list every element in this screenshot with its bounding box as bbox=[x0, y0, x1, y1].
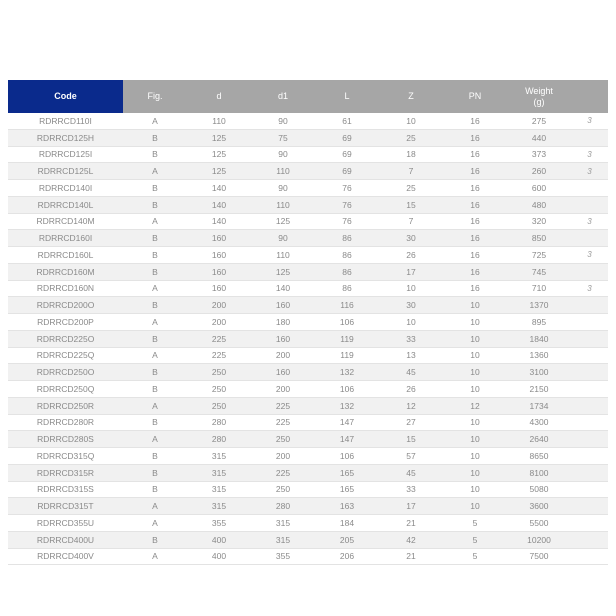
cell-d: 125 bbox=[187, 146, 251, 163]
cell-d: 160 bbox=[187, 230, 251, 247]
cell-fig: A bbox=[123, 113, 187, 129]
cell-code: RDRRCD280S bbox=[8, 431, 123, 448]
cell-code: RDRRCD125I bbox=[8, 146, 123, 163]
cell-note bbox=[571, 531, 608, 548]
cell-d1: 355 bbox=[251, 548, 315, 565]
cell-d1: 225 bbox=[251, 464, 315, 481]
cell-note: 3 bbox=[571, 146, 608, 163]
cell-note: 3 bbox=[571, 247, 608, 264]
cell-d1: 90 bbox=[251, 146, 315, 163]
cell-code: RDRRCD140I bbox=[8, 180, 123, 197]
cell-d1: 125 bbox=[251, 213, 315, 230]
cell-pn: 10 bbox=[443, 448, 507, 465]
table-header-row bbox=[8, 80, 608, 113]
cell-code: RDRRCD315S bbox=[8, 481, 123, 498]
cell-pn: 5 bbox=[443, 531, 507, 548]
cell-weight: 1360 bbox=[507, 347, 571, 364]
table-row bbox=[8, 364, 608, 381]
cell-note bbox=[571, 515, 608, 532]
table-row bbox=[8, 414, 608, 431]
cell-note: 3 bbox=[571, 163, 608, 180]
cell-code: RDRRCD125H bbox=[8, 129, 123, 146]
cell-z: 7 bbox=[379, 213, 443, 230]
cell-d1: 110 bbox=[251, 163, 315, 180]
table-row bbox=[8, 297, 608, 314]
table-row bbox=[8, 163, 608, 180]
cell-d: 250 bbox=[187, 364, 251, 381]
cell-pn: 16 bbox=[443, 263, 507, 280]
cell-pn: 10 bbox=[443, 314, 507, 331]
table-row bbox=[8, 498, 608, 515]
cell-d1: 140 bbox=[251, 280, 315, 297]
cell-z: 12 bbox=[379, 397, 443, 414]
cell-weight: 4300 bbox=[507, 414, 571, 431]
cell-d1: 180 bbox=[251, 314, 315, 331]
cell-pn: 16 bbox=[443, 247, 507, 264]
cell-fig: A bbox=[123, 163, 187, 180]
cell-z: 18 bbox=[379, 146, 443, 163]
cell-pn: 10 bbox=[443, 464, 507, 481]
cell-d: 140 bbox=[187, 213, 251, 230]
product-spec-table bbox=[8, 80, 608, 565]
cell-weight: 1734 bbox=[507, 397, 571, 414]
cell-weight: 2640 bbox=[507, 431, 571, 448]
table-row bbox=[8, 481, 608, 498]
cell-l: 106 bbox=[315, 448, 379, 465]
cell-code: RDRRCD225Q bbox=[8, 347, 123, 364]
table-row bbox=[8, 280, 608, 297]
cell-pn: 10 bbox=[443, 431, 507, 448]
cell-weight: 5080 bbox=[507, 481, 571, 498]
cell-fig: B bbox=[123, 230, 187, 247]
cell-d1: 90 bbox=[251, 230, 315, 247]
cell-note: 3 bbox=[571, 113, 608, 129]
cell-weight: 275 bbox=[507, 113, 571, 129]
cell-weight: 260 bbox=[507, 163, 571, 180]
cell-weight: 10200 bbox=[507, 531, 571, 548]
cell-l: 76 bbox=[315, 180, 379, 197]
cell-d: 400 bbox=[187, 548, 251, 565]
cell-l: 165 bbox=[315, 464, 379, 481]
cell-d1: 225 bbox=[251, 397, 315, 414]
cell-code: RDRRCD200P bbox=[8, 314, 123, 331]
cell-d: 250 bbox=[187, 397, 251, 414]
cell-pn: 10 bbox=[443, 381, 507, 398]
cell-l: 76 bbox=[315, 196, 379, 213]
cell-d: 315 bbox=[187, 464, 251, 481]
cell-l: 147 bbox=[315, 431, 379, 448]
cell-d1: 90 bbox=[251, 180, 315, 197]
cell-l: 61 bbox=[315, 113, 379, 129]
cell-fig: A bbox=[123, 347, 187, 364]
table-row bbox=[8, 180, 608, 197]
cell-fig: A bbox=[123, 431, 187, 448]
table-row bbox=[8, 129, 608, 146]
cell-l: 165 bbox=[315, 481, 379, 498]
cell-note bbox=[571, 498, 608, 515]
cell-l: 69 bbox=[315, 129, 379, 146]
cell-note: 3 bbox=[571, 280, 608, 297]
cell-l: 106 bbox=[315, 381, 379, 398]
cell-fig: A bbox=[123, 397, 187, 414]
cell-z: 33 bbox=[379, 481, 443, 498]
cell-z: 57 bbox=[379, 448, 443, 465]
cell-note bbox=[571, 180, 608, 197]
cell-z: 21 bbox=[379, 515, 443, 532]
cell-note bbox=[571, 196, 608, 213]
cell-d1: 315 bbox=[251, 515, 315, 532]
cell-l: 106 bbox=[315, 314, 379, 331]
column-header-d1: d1 bbox=[251, 80, 315, 113]
cell-d: 160 bbox=[187, 280, 251, 297]
cell-note bbox=[571, 448, 608, 465]
cell-fig: B bbox=[123, 481, 187, 498]
cell-note bbox=[571, 397, 608, 414]
cell-z: 7 bbox=[379, 163, 443, 180]
cell-weight: 3100 bbox=[507, 364, 571, 381]
cell-l: 119 bbox=[315, 330, 379, 347]
cell-d: 160 bbox=[187, 263, 251, 280]
cell-l: 69 bbox=[315, 146, 379, 163]
cell-z: 45 bbox=[379, 364, 443, 381]
column-header-fig: Fig. bbox=[123, 80, 187, 113]
cell-fig: B bbox=[123, 297, 187, 314]
cell-code: RDRRCD140L bbox=[8, 196, 123, 213]
cell-z: 45 bbox=[379, 464, 443, 481]
cell-code: RDRRCD315T bbox=[8, 498, 123, 515]
table-row bbox=[8, 347, 608, 364]
cell-fig: B bbox=[123, 464, 187, 481]
cell-d1: 160 bbox=[251, 364, 315, 381]
cell-code: RDRRCD250R bbox=[8, 397, 123, 414]
cell-fig: B bbox=[123, 330, 187, 347]
cell-z: 42 bbox=[379, 531, 443, 548]
column-header-note bbox=[571, 80, 608, 113]
table-row bbox=[8, 531, 608, 548]
cell-code: RDRRCD315Q bbox=[8, 448, 123, 465]
cell-fig: B bbox=[123, 129, 187, 146]
cell-d: 160 bbox=[187, 247, 251, 264]
cell-note bbox=[571, 314, 608, 331]
cell-d1: 75 bbox=[251, 129, 315, 146]
cell-note bbox=[571, 381, 608, 398]
cell-weight: 3600 bbox=[507, 498, 571, 515]
cell-z: 15 bbox=[379, 196, 443, 213]
cell-note bbox=[571, 330, 608, 347]
table-body bbox=[8, 113, 608, 565]
cell-d1: 315 bbox=[251, 531, 315, 548]
cell-code: RDRRCD160L bbox=[8, 247, 123, 264]
cell-d: 110 bbox=[187, 113, 251, 129]
cell-pn: 10 bbox=[443, 347, 507, 364]
cell-note bbox=[571, 230, 608, 247]
cell-d1: 200 bbox=[251, 448, 315, 465]
cell-weight: 7500 bbox=[507, 548, 571, 565]
cell-pn: 16 bbox=[443, 113, 507, 129]
cell-z: 13 bbox=[379, 347, 443, 364]
cell-fig: B bbox=[123, 180, 187, 197]
cell-l: 184 bbox=[315, 515, 379, 532]
cell-fig: B bbox=[123, 247, 187, 264]
cell-fig: B bbox=[123, 414, 187, 431]
table-row bbox=[8, 448, 608, 465]
table-row bbox=[8, 314, 608, 331]
table-row bbox=[8, 330, 608, 347]
cell-d: 140 bbox=[187, 196, 251, 213]
cell-weight: 710 bbox=[507, 280, 571, 297]
cell-note: 3 bbox=[571, 213, 608, 230]
cell-code: RDRRCD200O bbox=[8, 297, 123, 314]
cell-weight: 8650 bbox=[507, 448, 571, 465]
cell-d: 225 bbox=[187, 347, 251, 364]
cell-l: 132 bbox=[315, 364, 379, 381]
cell-d: 280 bbox=[187, 431, 251, 448]
cell-l: 206 bbox=[315, 548, 379, 565]
cell-note bbox=[571, 464, 608, 481]
cell-fig: A bbox=[123, 515, 187, 532]
cell-fig: B bbox=[123, 448, 187, 465]
cell-weight: 850 bbox=[507, 230, 571, 247]
cell-weight: 1370 bbox=[507, 297, 571, 314]
cell-fig: B bbox=[123, 381, 187, 398]
cell-code: RDRRCD140M bbox=[8, 213, 123, 230]
cell-d1: 250 bbox=[251, 481, 315, 498]
cell-l: 76 bbox=[315, 213, 379, 230]
cell-l: 86 bbox=[315, 263, 379, 280]
cell-z: 15 bbox=[379, 431, 443, 448]
table-row bbox=[8, 397, 608, 414]
cell-z: 17 bbox=[379, 498, 443, 515]
cell-z: 27 bbox=[379, 414, 443, 431]
cell-pn: 16 bbox=[443, 129, 507, 146]
cell-z: 17 bbox=[379, 263, 443, 280]
cell-d1: 125 bbox=[251, 263, 315, 280]
cell-d: 200 bbox=[187, 297, 251, 314]
cell-d1: 280 bbox=[251, 498, 315, 515]
cell-weight: 725 bbox=[507, 247, 571, 264]
cell-weight: 320 bbox=[507, 213, 571, 230]
cell-pn: 10 bbox=[443, 498, 507, 515]
cell-code: RDRRCD250Q bbox=[8, 381, 123, 398]
cell-note bbox=[571, 481, 608, 498]
cell-pn: 12 bbox=[443, 397, 507, 414]
cell-z: 10 bbox=[379, 280, 443, 297]
cell-l: 69 bbox=[315, 163, 379, 180]
cell-note bbox=[571, 347, 608, 364]
cell-l: 147 bbox=[315, 414, 379, 431]
table-row bbox=[8, 381, 608, 398]
cell-z: 25 bbox=[379, 180, 443, 197]
cell-z: 21 bbox=[379, 548, 443, 565]
cell-d: 125 bbox=[187, 163, 251, 180]
cell-fig: A bbox=[123, 314, 187, 331]
table-row bbox=[8, 263, 608, 280]
cell-d1: 110 bbox=[251, 196, 315, 213]
cell-weight: 2150 bbox=[507, 381, 571, 398]
cell-pn: 10 bbox=[443, 414, 507, 431]
cell-note bbox=[571, 414, 608, 431]
cell-note bbox=[571, 129, 608, 146]
cell-pn: 16 bbox=[443, 196, 507, 213]
cell-note bbox=[571, 297, 608, 314]
cell-code: RDRRCD280R bbox=[8, 414, 123, 431]
cell-z: 10 bbox=[379, 113, 443, 129]
cell-d: 200 bbox=[187, 314, 251, 331]
cell-fig: B bbox=[123, 364, 187, 381]
cell-l: 116 bbox=[315, 297, 379, 314]
cell-d1: 90 bbox=[251, 113, 315, 129]
column-header-d: d bbox=[187, 80, 251, 113]
cell-weight: 5500 bbox=[507, 515, 571, 532]
cell-weight: 1840 bbox=[507, 330, 571, 347]
cell-z: 10 bbox=[379, 314, 443, 331]
cell-fig: B bbox=[123, 196, 187, 213]
cell-d1: 200 bbox=[251, 347, 315, 364]
cell-l: 163 bbox=[315, 498, 379, 515]
cell-d1: 110 bbox=[251, 247, 315, 264]
column-header-code: Code bbox=[8, 80, 123, 113]
cell-pn: 16 bbox=[443, 213, 507, 230]
cell-d: 140 bbox=[187, 180, 251, 197]
cell-code: RDRRCD125L bbox=[8, 163, 123, 180]
cell-fig: B bbox=[123, 146, 187, 163]
cell-fig: A bbox=[123, 548, 187, 565]
cell-pn: 16 bbox=[443, 180, 507, 197]
cell-l: 119 bbox=[315, 347, 379, 364]
cell-pn: 10 bbox=[443, 364, 507, 381]
table-row bbox=[8, 515, 608, 532]
cell-fig: A bbox=[123, 280, 187, 297]
cell-fig: A bbox=[123, 498, 187, 515]
cell-weight: 480 bbox=[507, 196, 571, 213]
cell-d: 225 bbox=[187, 330, 251, 347]
cell-z: 26 bbox=[379, 247, 443, 264]
cell-pn: 16 bbox=[443, 230, 507, 247]
cell-code: RDRRCD355U bbox=[8, 515, 123, 532]
cell-note bbox=[571, 263, 608, 280]
table-row bbox=[8, 247, 608, 264]
cell-pn: 10 bbox=[443, 297, 507, 314]
cell-weight: 600 bbox=[507, 180, 571, 197]
cell-d1: 200 bbox=[251, 381, 315, 398]
cell-l: 86 bbox=[315, 230, 379, 247]
cell-note bbox=[571, 548, 608, 565]
cell-d: 315 bbox=[187, 498, 251, 515]
cell-fig: A bbox=[123, 213, 187, 230]
column-header-pn: PN bbox=[443, 80, 507, 113]
table-row bbox=[8, 431, 608, 448]
cell-weight: 440 bbox=[507, 129, 571, 146]
cell-l: 86 bbox=[315, 247, 379, 264]
cell-pn: 5 bbox=[443, 548, 507, 565]
cell-code: RDRRCD400V bbox=[8, 548, 123, 565]
cell-fig: B bbox=[123, 531, 187, 548]
cell-note bbox=[571, 364, 608, 381]
cell-code: RDRRCD225O bbox=[8, 330, 123, 347]
cell-weight: 8100 bbox=[507, 464, 571, 481]
cell-weight: 373 bbox=[507, 146, 571, 163]
cell-d1: 225 bbox=[251, 414, 315, 431]
cell-d: 355 bbox=[187, 515, 251, 532]
cell-code: RDRRCD250O bbox=[8, 364, 123, 381]
table-row bbox=[8, 196, 608, 213]
cell-pn: 5 bbox=[443, 515, 507, 532]
cell-code: RDRRCD160N bbox=[8, 280, 123, 297]
cell-d1: 160 bbox=[251, 330, 315, 347]
cell-d: 125 bbox=[187, 129, 251, 146]
cell-note bbox=[571, 431, 608, 448]
table-row bbox=[8, 230, 608, 247]
cell-code: RDRRCD110I bbox=[8, 113, 123, 129]
cell-weight: 895 bbox=[507, 314, 571, 331]
cell-pn: 16 bbox=[443, 163, 507, 180]
cell-code: RDRRCD160M bbox=[8, 263, 123, 280]
table-row bbox=[8, 113, 608, 129]
cell-fig: B bbox=[123, 263, 187, 280]
cell-weight: 745 bbox=[507, 263, 571, 280]
cell-z: 26 bbox=[379, 381, 443, 398]
table-row bbox=[8, 464, 608, 481]
cell-z: 25 bbox=[379, 129, 443, 146]
cell-d1: 250 bbox=[251, 431, 315, 448]
cell-code: RDRRCD400U bbox=[8, 531, 123, 548]
cell-l: 205 bbox=[315, 531, 379, 548]
cell-z: 33 bbox=[379, 330, 443, 347]
cell-pn: 10 bbox=[443, 330, 507, 347]
cell-code: RDRRCD315R bbox=[8, 464, 123, 481]
cell-l: 86 bbox=[315, 280, 379, 297]
column-header-weight: Weight (g) bbox=[507, 80, 571, 113]
cell-d: 280 bbox=[187, 414, 251, 431]
cell-z: 30 bbox=[379, 230, 443, 247]
cell-d: 315 bbox=[187, 481, 251, 498]
cell-pn: 10 bbox=[443, 481, 507, 498]
table-row bbox=[8, 213, 608, 230]
cell-pn: 16 bbox=[443, 280, 507, 297]
cell-d: 250 bbox=[187, 381, 251, 398]
cell-z: 30 bbox=[379, 297, 443, 314]
table-row bbox=[8, 146, 608, 163]
cell-code: RDRRCD160I bbox=[8, 230, 123, 247]
cell-l: 132 bbox=[315, 397, 379, 414]
column-header-l: L bbox=[315, 80, 379, 113]
column-header-z: Z bbox=[379, 80, 443, 113]
table-row bbox=[8, 548, 608, 565]
cell-d: 315 bbox=[187, 448, 251, 465]
cell-pn: 16 bbox=[443, 146, 507, 163]
cell-d1: 160 bbox=[251, 297, 315, 314]
cell-d: 400 bbox=[187, 531, 251, 548]
